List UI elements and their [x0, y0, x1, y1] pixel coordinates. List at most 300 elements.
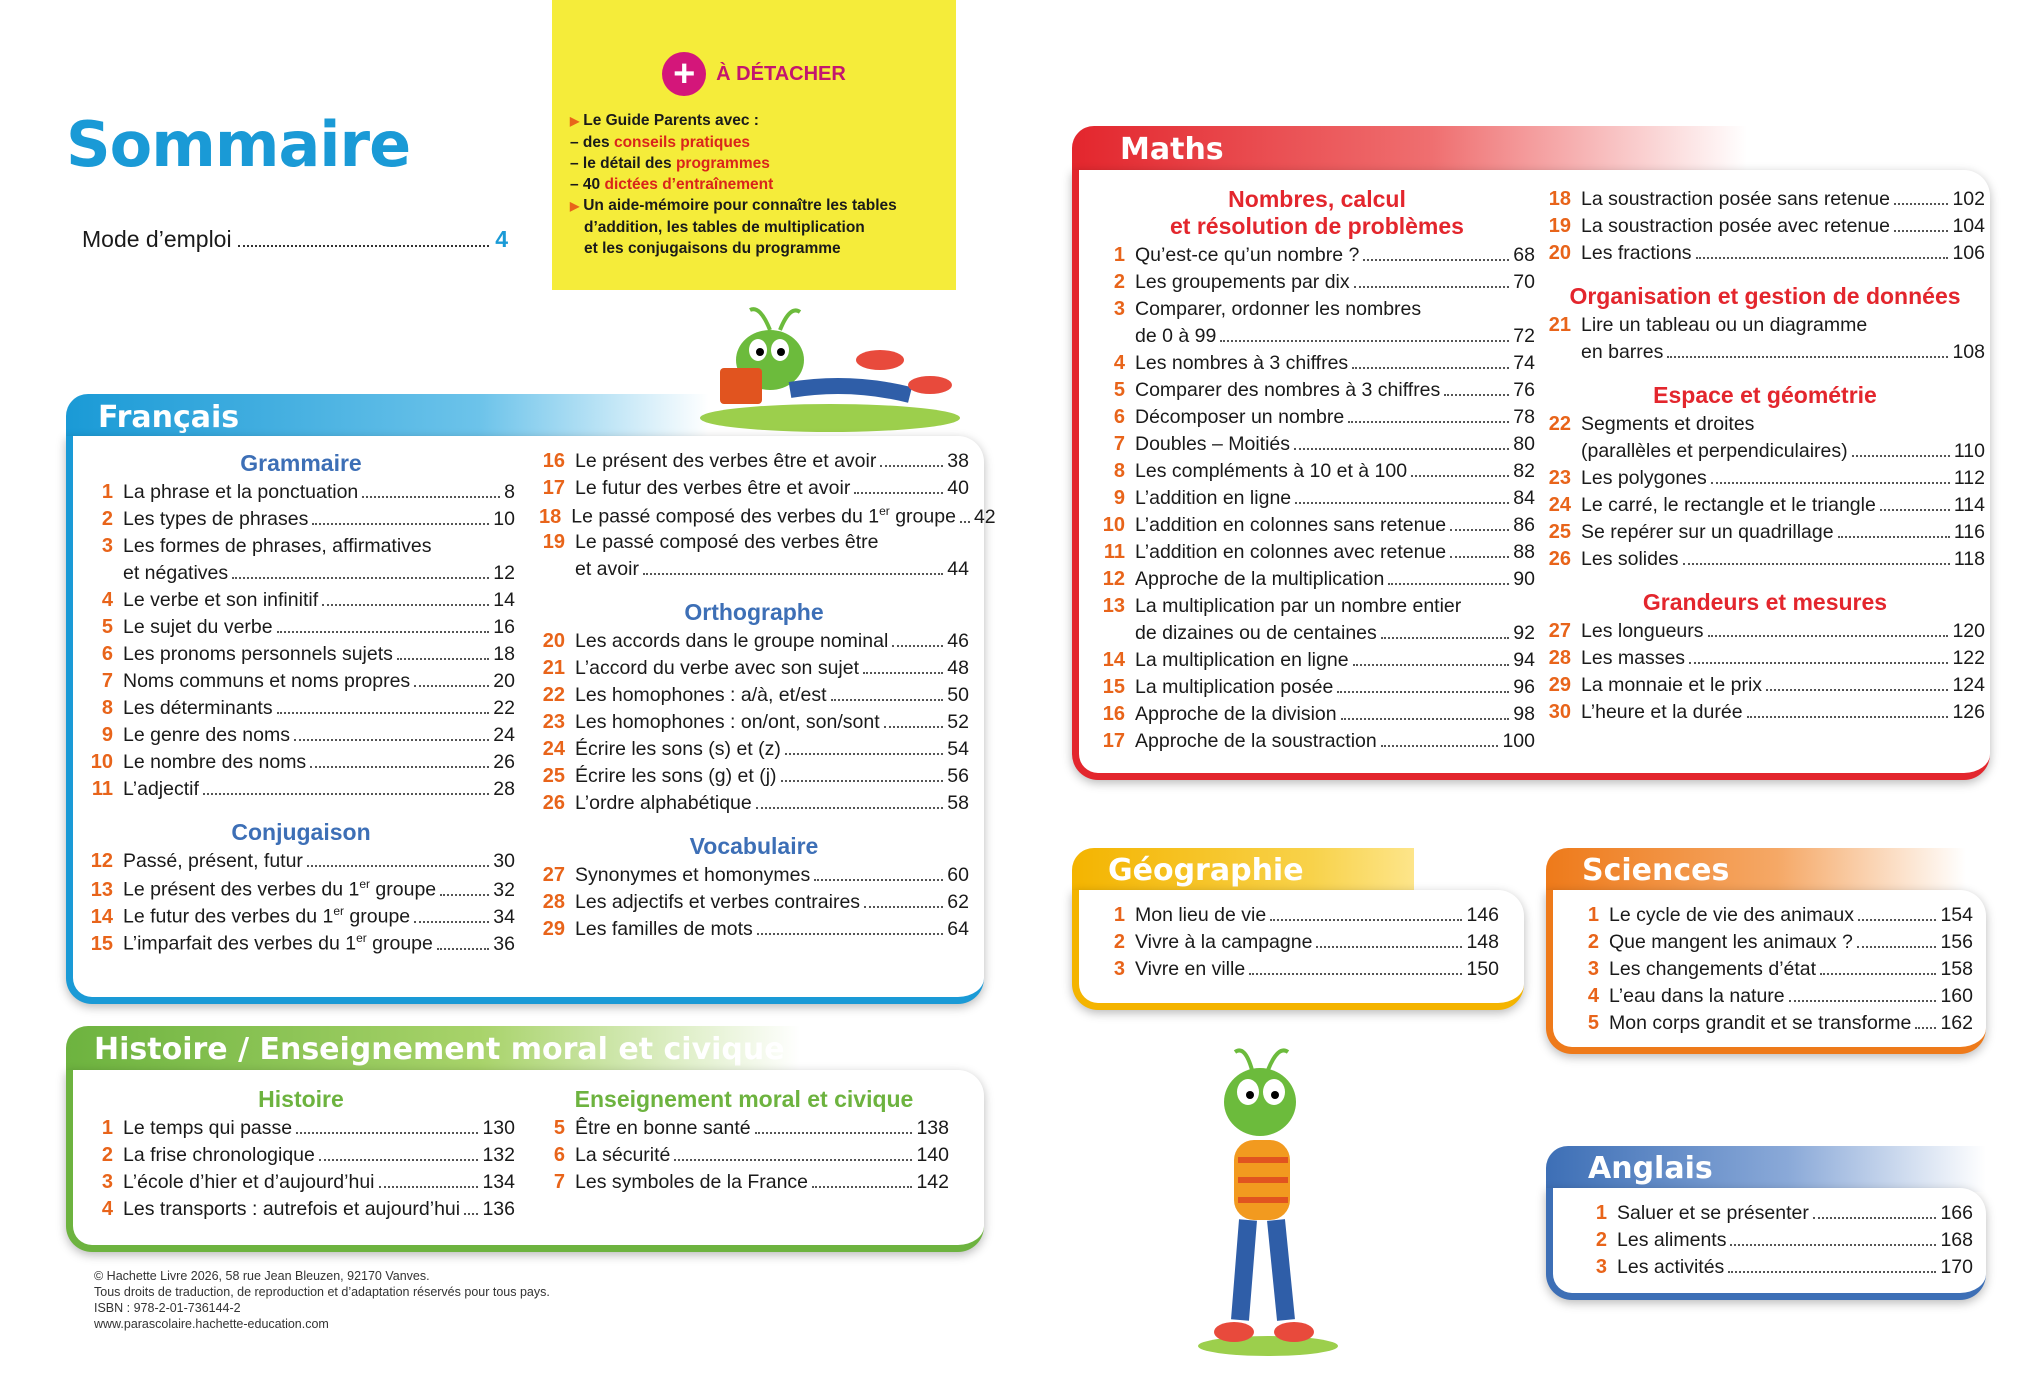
- espace-list: [1545, 413, 1985, 575]
- leader-dots: [1683, 563, 1950, 565]
- toc-entry[interactable]: [539, 711, 969, 738]
- entry-label: Les activités: [1617, 1256, 1725, 1278]
- entry-number: 14: [90, 905, 113, 928]
- entry-page: 126: [1952, 701, 1985, 723]
- entry-label: Être en bonne santé: [575, 1117, 751, 1139]
- toc-entry[interactable]: [1573, 1012, 1973, 1039]
- toc-entry[interactable]: [539, 450, 969, 477]
- entry-number: 5: [101, 616, 113, 638]
- entry-label: L’adjectif: [123, 778, 199, 800]
- toc-entry[interactable]: [539, 1117, 949, 1144]
- sciences-header: [1546, 848, 1966, 894]
- entry-number: 6: [1113, 406, 1125, 428]
- entry-label: Approche de la soustraction: [1135, 730, 1377, 752]
- leader-dots: [892, 645, 943, 647]
- toc-entry[interactable]: [1099, 931, 1499, 958]
- leader-dots: [781, 780, 944, 782]
- toc-entry[interactable]: [1573, 985, 1973, 1012]
- entry-page: 130: [482, 1117, 515, 1139]
- entry-number: 3: [1113, 958, 1125, 980]
- toc-entry[interactable]: [1545, 188, 1985, 215]
- entry-label: en barres: [1581, 341, 1664, 363]
- entry-page: 78: [1513, 406, 1535, 428]
- toc-entry[interactable]: [1099, 676, 1535, 703]
- toc-entry[interactable]: [539, 738, 969, 765]
- entry-label: La multiplication en ligne: [1135, 649, 1349, 671]
- toc-entry[interactable]: [1545, 521, 1985, 548]
- toc-entry[interactable]: [1099, 460, 1535, 487]
- toc-entry[interactable]: [1099, 244, 1535, 271]
- toc-entry[interactable]: [539, 1171, 949, 1198]
- entry-label: Les symboles de la France: [575, 1171, 809, 1193]
- detach-line: – des: [570, 134, 614, 151]
- toc-entry[interactable]: [1581, 1202, 1973, 1229]
- leader-dots: [1220, 340, 1509, 342]
- entry-label: Comparer, ordonner les nombres: [1135, 298, 1422, 320]
- toc-entry[interactable]: [87, 751, 515, 778]
- toc-entry[interactable]: [87, 877, 515, 904]
- entry-number: 3: [1113, 298, 1125, 320]
- entry-number: 9: [101, 724, 113, 746]
- entry-number: 28: [542, 891, 565, 913]
- leader-dots: [1813, 1217, 1937, 1219]
- toc-entry[interactable]: [87, 481, 515, 508]
- entry-number: 2: [1595, 1229, 1607, 1251]
- entry-number: 23: [1548, 467, 1571, 489]
- leader-dots: [296, 1132, 478, 1134]
- geographie-title: Géographie: [1108, 853, 1304, 888]
- detach-highlight: dictées d’entraînement: [604, 176, 774, 193]
- toc-entry[interactable]: [1099, 379, 1535, 406]
- leader-dots: [1388, 583, 1509, 585]
- francais-title: Français: [98, 400, 240, 435]
- entry-page: 84: [1513, 487, 1535, 509]
- entry-page: 108: [1952, 341, 1985, 363]
- leader-dots: [379, 1186, 479, 1188]
- entry-page: 160: [1940, 985, 1973, 1007]
- entry-page: 32: [493, 878, 515, 901]
- entry-label: L’addition en ligne: [1135, 487, 1292, 509]
- entry-number: 17: [1102, 730, 1125, 752]
- plus-icon: +: [662, 52, 706, 96]
- leader-dots: [1894, 203, 1949, 205]
- leader-dots: [1353, 664, 1510, 666]
- geographie-list: [1099, 904, 1499, 985]
- entry-page: 98: [1513, 703, 1535, 725]
- entry-number: 1: [101, 481, 113, 503]
- francais-box: [66, 436, 996, 1004]
- toc-entry[interactable]: [1099, 904, 1499, 931]
- toc-entry[interactable]: [539, 657, 969, 684]
- entry-label: Les compléments à 10 et à 100: [1135, 460, 1408, 482]
- leader-dots: [757, 933, 944, 935]
- grandeurs-title: Grandeurs et mesures: [1642, 589, 1888, 615]
- entry-label: L’accord du verbe avec son sujet: [575, 657, 860, 679]
- leader-dots: [1838, 536, 1950, 538]
- entry-page: 56: [947, 765, 969, 787]
- entry-page: 142: [916, 1171, 949, 1193]
- entry-label: L’ordre alphabétique: [575, 792, 752, 814]
- leader-dots: [397, 658, 489, 660]
- toc-entry[interactable]: [1099, 352, 1535, 379]
- leader-dots: [322, 604, 489, 606]
- entry-page: 36: [493, 932, 515, 955]
- entry-number: 10: [90, 751, 113, 773]
- toc-entry[interactable]: [539, 630, 969, 657]
- entry-number: 15: [90, 932, 113, 955]
- entry-label: de 0 à 99: [1135, 325, 1217, 347]
- entry-page: 58: [947, 792, 969, 814]
- nombres-title: Nombres, calcul: [1228, 186, 1406, 212]
- toc-entry[interactable]: [87, 535, 515, 562]
- toc-entry[interactable]: [1573, 904, 1973, 931]
- detach-line: – le détail des: [570, 155, 676, 172]
- entry-number: 2: [1113, 931, 1125, 953]
- toc-entry[interactable]: [1099, 730, 1535, 757]
- toc-entry[interactable]: [539, 531, 969, 558]
- entry-label: La multiplication posée: [1135, 676, 1334, 698]
- sciences-box: [1546, 890, 1986, 1054]
- entry-number: 7: [553, 1171, 565, 1193]
- entry-page: 70: [1513, 271, 1535, 293]
- entry-label: Les solides: [1581, 548, 1679, 570]
- francais-col-right: [539, 450, 996, 945]
- toc-entry[interactable]: [1099, 487, 1535, 514]
- toc-entry[interactable]: [1545, 467, 1985, 494]
- toc-entry[interactable]: [1573, 931, 1973, 958]
- entry-page: 170: [1940, 1256, 1973, 1278]
- toc-entry[interactable]: [539, 792, 969, 819]
- entry-label: Segments et droites: [1581, 413, 1755, 435]
- entry-number: 25: [542, 765, 565, 787]
- toc-entry[interactable]: [539, 1144, 949, 1171]
- toc-entry[interactable]: [539, 864, 969, 891]
- entry-label: L’addition en colonnes sans retenue: [1135, 514, 1447, 536]
- entry-label: Mon lieu de vie: [1135, 904, 1267, 926]
- entry-page: 112: [1953, 467, 1985, 489]
- entry-label: Saluer et se présenter: [1617, 1202, 1809, 1224]
- entry-label: La monnaie et le prix: [1581, 674, 1763, 696]
- entry-number: 29: [542, 918, 565, 940]
- toc-entry[interactable]: [1099, 271, 1535, 298]
- leader-dots: [1789, 1000, 1937, 1002]
- entry-number: 21: [1548, 314, 1571, 336]
- anglais-header: [1546, 1146, 1986, 1192]
- toc-entry[interactable]: [1573, 958, 1973, 985]
- leader-dots: [307, 865, 489, 867]
- toc-entry[interactable]: [87, 508, 515, 535]
- leader-dots: [1450, 529, 1509, 531]
- toc-entry[interactable]: [1581, 1229, 1973, 1256]
- entry-label: Les aliments: [1617, 1229, 1727, 1251]
- entry-label: L’eau dans la nature: [1609, 985, 1785, 1007]
- entry-page: 106: [1952, 242, 1985, 264]
- toc-entry[interactable]: [539, 765, 969, 792]
- detach-title: À DÉTACHER: [716, 62, 846, 85]
- entry-label: Écrire les sons (s) et (z): [575, 738, 781, 760]
- toc-entry[interactable]: [1545, 494, 1985, 521]
- toc-entry[interactable]: [87, 1198, 515, 1225]
- leader-dots: [1747, 716, 1949, 718]
- entry-number: 5: [553, 1117, 565, 1139]
- toc-entry[interactable]: [1545, 215, 1985, 242]
- toc-entry-cont: [87, 562, 515, 589]
- leader-dots: [1915, 1027, 1936, 1029]
- leader-dots: [1708, 635, 1949, 637]
- entry-label: Le carré, le rectangle et le triangle: [1581, 494, 1876, 516]
- toc-entry[interactable]: [539, 684, 969, 711]
- toc-entry[interactable]: [87, 1117, 515, 1144]
- toc-entry[interactable]: [1099, 298, 1535, 325]
- toc-entry[interactable]: [1099, 568, 1535, 595]
- entry-page: 46: [947, 630, 969, 652]
- entry-label: Lire un tableau ou un diagramme: [1581, 314, 1868, 336]
- entry-number: 25: [1548, 521, 1571, 543]
- entry-label: La multiplication par un nombre entier: [1135, 595, 1462, 617]
- entry-page: 90: [1513, 568, 1535, 590]
- toc-entry[interactable]: [87, 850, 515, 877]
- sciences-list: [1573, 904, 1973, 1039]
- entry-page: 96: [1513, 676, 1535, 698]
- leader-dots: [294, 739, 489, 741]
- entry-number: 13: [1102, 595, 1125, 617]
- entry-label: Les nombres à 3 chiffres: [1135, 352, 1349, 374]
- entry-label: Que mangent les animaux ?: [1609, 931, 1853, 953]
- entry-number: 10: [1102, 514, 1125, 536]
- toc-entry-cont: [1545, 440, 1985, 467]
- organisation-list: [1545, 314, 1985, 368]
- leader-dots: [232, 577, 489, 579]
- mode-page: 4: [495, 226, 508, 252]
- entry-number: 7: [101, 670, 113, 692]
- histoire-sub-title: Histoire: [258, 1086, 344, 1112]
- entry-number: 1: [101, 1117, 113, 1139]
- orthographe-list: [539, 630, 969, 819]
- entry-label: Le cycle de vie des animaux: [1609, 904, 1854, 926]
- entry-label: Le futur des verbes du 1er groupe: [123, 904, 411, 928]
- entry-number: 4: [101, 589, 113, 611]
- entry-label: Doubles – Moitiés: [1135, 433, 1290, 455]
- leader-dots: [1696, 257, 1949, 259]
- detach-highlight: programmes: [675, 155, 770, 172]
- triangle-icon: ▶: [570, 199, 580, 213]
- footer-url[interactable]: www.parascolaire.hachette-education.com: [94, 1317, 329, 1331]
- toc-entry[interactable]: [539, 477, 969, 504]
- entry-page: 124: [1952, 674, 1985, 696]
- leader-dots: [863, 672, 943, 674]
- mode-label: Mode d’emploi: [82, 226, 232, 252]
- toc-entry-cont: [1099, 622, 1535, 649]
- entry-label: Synonymes et homonymes: [575, 864, 811, 886]
- entry-page: 34: [493, 905, 515, 928]
- toc-entry-cont: [1545, 341, 1985, 368]
- leader-dots: [1316, 946, 1462, 948]
- toc-entry[interactable]: [87, 589, 515, 616]
- emc-list: [539, 1117, 949, 1198]
- entry-page: 114: [1953, 494, 1985, 516]
- toc-entry[interactable]: [87, 931, 515, 958]
- entry-number: 26: [542, 792, 565, 814]
- toc-entry[interactable]: [87, 670, 515, 697]
- entry-page: 168: [1940, 1229, 1973, 1251]
- francais-col-left: [87, 450, 515, 958]
- toc-entry[interactable]: [1099, 958, 1499, 985]
- entry-page: 140: [916, 1144, 949, 1166]
- entry-label: Le verbe et son infinitif: [123, 589, 319, 611]
- entry-label: Le présent des verbes du 1er groupe: [123, 877, 437, 901]
- entry-number: 11: [91, 778, 113, 800]
- toc-entry[interactable]: [1545, 701, 1985, 728]
- toc-entry[interactable]: [539, 918, 969, 945]
- entry-label: Le temps qui passe: [123, 1117, 293, 1139]
- entry-page: 52: [947, 711, 969, 733]
- anglais-title: Anglais: [1588, 1151, 1713, 1186]
- sciences-title: Sciences: [1582, 853, 1730, 888]
- toc-entry[interactable]: [1099, 433, 1535, 460]
- entry-label: L’imparfait des verbes du 1er groupe: [123, 931, 433, 955]
- toc-entry[interactable]: [87, 904, 515, 931]
- leader-dots: [1894, 230, 1949, 232]
- entry-number: 2: [101, 508, 113, 530]
- leader-dots: [1852, 455, 1950, 457]
- entry-label: Mon corps grandit et se transforme: [1609, 1012, 1912, 1034]
- frog-standing-illustration: [1190, 1040, 1340, 1360]
- toc-entry[interactable]: [87, 697, 515, 724]
- leader-dots: [277, 712, 490, 714]
- entry-page: 22: [493, 697, 515, 719]
- conjugaison-list-cont: [539, 450, 996, 585]
- toc-entry[interactable]: [539, 891, 969, 918]
- entry-label: Le sujet du verbe: [123, 616, 273, 638]
- leader-dots: [1667, 356, 1948, 358]
- toc-entry[interactable]: [87, 643, 515, 670]
- entry-number: 9: [1113, 487, 1125, 509]
- histoire-title: Histoire / Enseignement moral et civique: [94, 1032, 785, 1067]
- entry-number: 19: [1548, 215, 1571, 237]
- leader-dots: [854, 492, 943, 494]
- toc-entry[interactable]: [1545, 314, 1985, 341]
- leader-dots: [884, 726, 944, 728]
- entry-number: 19: [542, 531, 565, 553]
- toc-entry[interactable]: [1545, 548, 1985, 575]
- entry-page: 146: [1466, 904, 1499, 926]
- entry-number: 4: [1587, 985, 1599, 1007]
- entry-number: 6: [553, 1144, 565, 1166]
- toc-entry[interactable]: [1545, 620, 1985, 647]
- leader-dots: [674, 1159, 912, 1161]
- toc-entry[interactable]: [539, 504, 996, 531]
- entry-label: Les homophones : on/ont, son/sont: [575, 711, 880, 733]
- toc-entry[interactable]: [1099, 541, 1535, 568]
- triangle-icon: ▶: [570, 114, 580, 128]
- leader-dots: [785, 753, 943, 755]
- entry-number: 2: [101, 1144, 113, 1166]
- entry-number: 28: [1548, 647, 1571, 669]
- toc-entry[interactable]: [1099, 595, 1535, 622]
- leader-dots: [414, 921, 489, 923]
- toc-entry[interactable]: [1545, 413, 1985, 440]
- toc-entry[interactable]: [1099, 649, 1535, 676]
- toc-entry[interactable]: [1581, 1256, 1973, 1283]
- histoire-list: [87, 1117, 515, 1225]
- leader-dots: [1354, 286, 1510, 288]
- detach-highlight: conseils pratiques: [613, 134, 751, 151]
- toc-entry[interactable]: [87, 616, 515, 643]
- histoire-header: [66, 1026, 984, 1074]
- entry-page: 18: [493, 643, 515, 665]
- organisation-title: Organisation et gestion de données: [1569, 283, 1961, 309]
- geographie-header: [1072, 848, 1414, 894]
- entry-number: 2: [1113, 271, 1125, 293]
- nombres-list-cont: [1545, 188, 1985, 269]
- entry-number: 12: [90, 850, 113, 872]
- toc-entry[interactable]: [1545, 242, 1985, 269]
- entry-label: et avoir: [575, 558, 639, 580]
- entry-label: Le passé composé des verbes être: [575, 531, 879, 553]
- entry-label: Vivre à la campagne: [1135, 931, 1313, 953]
- toc-entry[interactable]: [1099, 514, 1535, 541]
- toc-entry[interactable]: [1545, 674, 1985, 701]
- entry-number: 24: [1548, 494, 1571, 516]
- entry-number: 17: [542, 477, 565, 499]
- entry-page: 92: [1513, 622, 1535, 644]
- leader-dots: [864, 906, 943, 908]
- entry-page: 122: [1952, 647, 1985, 669]
- entry-label: Décomposer un nombre: [1135, 406, 1345, 428]
- maths-col-right: [1545, 188, 1985, 728]
- toc-entry[interactable]: [87, 1144, 515, 1171]
- entry-number: 16: [542, 450, 565, 472]
- entry-label: Les masses: [1581, 647, 1686, 669]
- entry-number: 12: [1102, 568, 1125, 590]
- entry-page: 42: [973, 505, 996, 528]
- leader-dots: [1880, 509, 1950, 511]
- entry-label: Les déterminants: [123, 697, 273, 719]
- nombres-list: [1099, 244, 1535, 757]
- toc-entry[interactable]: [87, 724, 515, 751]
- toc-entry[interactable]: [1545, 647, 1985, 674]
- entry-page: 12: [493, 562, 515, 584]
- entry-label: La soustraction posée avec retenue: [1581, 215, 1890, 237]
- francais-header: [66, 394, 984, 442]
- entry-number: 4: [1113, 352, 1125, 374]
- leader-dots: [1381, 637, 1510, 639]
- toc-entry[interactable]: [1099, 703, 1535, 730]
- entry-label: (parallèles et perpendiculaires): [1581, 440, 1848, 462]
- leader-dots: [1363, 259, 1509, 261]
- entry-page: 104: [1952, 215, 1985, 237]
- toc-entry[interactable]: [1099, 406, 1535, 433]
- mode-emploi-entry[interactable]: [82, 226, 508, 253]
- entry-label: Le futur des verbes être et avoir: [575, 477, 851, 499]
- toc-entry[interactable]: [87, 1171, 515, 1198]
- entry-number: 1: [1587, 904, 1599, 926]
- entry-number: 3: [101, 1171, 113, 1193]
- entry-label: de dizaines ou de centaines: [1135, 622, 1377, 644]
- entry-page: 8: [504, 481, 515, 503]
- detach-line: – 40: [570, 176, 605, 193]
- entry-number: 21: [542, 657, 565, 679]
- leader-dots: [362, 496, 500, 498]
- nombres-title-2: et résolution de problèmes: [1170, 213, 1464, 239]
- maths-title: Maths: [1120, 132, 1224, 167]
- entry-number: 30: [1548, 701, 1571, 723]
- leader-dots: [1352, 367, 1509, 369]
- toc-entry[interactable]: [87, 778, 515, 805]
- detach-line: d’addition, les tables de multiplication: [584, 219, 865, 236]
- entry-label: Les types de phrases: [123, 508, 309, 530]
- grammaire-title: Grammaire: [240, 450, 362, 476]
